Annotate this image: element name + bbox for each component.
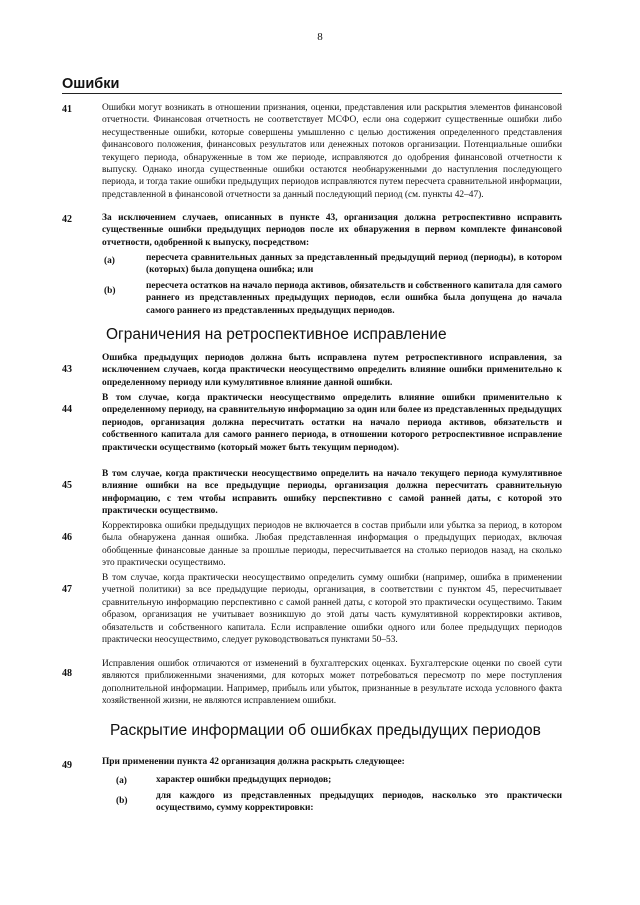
paragraph-number-44: 44 xyxy=(62,404,72,415)
paragraph-48: Исправления ошибок отличаются от изменений в бухгалтерских оценках. Бухгалтерские оценки по своей сути являются приближенными значениями, для которых может потребоваться пересмотр по мере поступления дополнительной информации. Например, прибыль или убыток, признанные в результате исхода условного факта хозяйственной жизни, не являются исправлением ошибки. xyxy=(102,659,562,707)
paragraph-47: В том случае, когда практически неосуществимо определить сумму ошибки (например, ошибка в применении учетной политики) за все предыдущие периоды, организация, в соответствии с пунктом 45, пересчитывает сравнительную информацию перспективно с самой ранней даты, с которой это практически осуществимо. Таким образом, организация не учитывает возникшую до этой даты часть кумулятивной корректировки активов, обязательств и собственного капитала. Если исправление ошибки одного или более предыдущих периодов практически неосуществимо, следует руководствоваться пунктами 50–53. xyxy=(102,573,562,646)
paragraph-number-45: 45 xyxy=(62,480,72,491)
item-49b: для каждого из представленных предыдущих периодов, насколько это практически осуществимо, сумму корректировки: xyxy=(156,791,562,814)
paragraph-number-42: 42 xyxy=(62,214,72,225)
item-label-49a: (a) xyxy=(116,776,127,786)
section-heading-errors: Ошибки xyxy=(62,76,562,94)
paragraph-43: Ошибка предыдущих периодов должна быть исправлена путем ретроспективного исправления, за исключением случаев, когда практически неосуществимо определить влияние ошибки применительно к определенному периоду или кумулятивное влияние данной ошибки. xyxy=(102,353,562,388)
item-label-42b: (b) xyxy=(104,286,116,296)
item-49a: характер ошибки предыдущих периодов; xyxy=(156,775,332,785)
item-label-49b: (b) xyxy=(116,796,128,806)
paragraph-number-46: 46 xyxy=(62,532,72,543)
paragraph-49: При применении пункта 42 организация должна раскрыть следующее: xyxy=(102,757,405,767)
paragraph-46: Корректировка ошибки предыдущих периодов не включается в состав прибыли или убытка за период, в котором была обнаружена данная ошибка. Любая представленная информация о предыдущих периодах, включая обобщенные финансовые данные за прошлые периоды, пересчитывается на столько периодов назад, на сколько это практически осуществимо. xyxy=(102,521,562,569)
paragraph-number-41: 41 xyxy=(62,104,72,115)
section-heading-restrictions: Ограничения на ретроспективное исправление xyxy=(106,326,447,343)
paragraph-45: В том случае, когда практически неосуществимо определить на начало текущего периода кумулятивное влияние ошибки на все предыдущие периоды, организация должна пересчитать сравнительную информацию, с тем чтобы исправить ошибку перспективно с самой ранней даты, с которой это практически осуществимо. xyxy=(102,469,562,517)
item-42b: пересчета остатков на начало периода активов, обязательств и собственного капитала для самого раннего из представленных предыдущих периодов, если ошибка была допущена до начала самого раннего из представленных предыдущих периодов. xyxy=(146,281,562,316)
item-42a: пересчета сравнительных данных за представленный предыдущий период (периоды), в котором (которых) была допущена ошибка; или xyxy=(146,253,562,276)
paragraph-number-48: 48 xyxy=(62,668,72,679)
page-number: 8 xyxy=(317,31,323,43)
item-label-42a: (a) xyxy=(104,256,115,266)
paragraph-41: Ошибки могут возникать в отношении признания, оценки, представления или раскрытия элементов финансовой отчетности. Финансовая отчетность не соответствует МСФО, если она содержит существенные ошибки либо несущественные ошибки, которые совершены умышленно с целью достижения определенного представления финансового положения, финансовых результатов или денежных потоков организации. Потенциальные ошибки текущего периода, обнаруженные в том же периоде, исправляются до одобрения финансовой отчетности к выпуску. Однако иногда существенные ошибки остаются необнаруженными до наступления последующего периода, и тогда такие ошибки предыдущих периодов исправляются путем пересчета сравнительной информации, представленной в финансовой отчетности за данный последующий период (см. пункты 42–47). xyxy=(102,103,562,200)
paragraph-42: За исключением случаев, описанных в пункте 43, организация должна ретроспективно исправить существенные ошибки предыдущих периодов после их обнаружения в первом комплекте финансовой отчетности, одобренной к выпуску, посредством: xyxy=(102,213,562,248)
paragraph-number-49: 49 xyxy=(62,760,72,771)
section-heading-disclosure: Раскрытие информации об ошибках предыдущих периодов xyxy=(110,722,541,739)
paragraph-number-43: 43 xyxy=(62,364,72,375)
paragraph-44: В том случае, когда практически неосуществимо определить влияние ошибки применительно к определенному периоду, на сравнительную информацию за один или более из представленных предыдущих периодов, организация должна пересчитать остатки на начало периода активов, обязательств и собственного капитала для самого раннего периода, в отношении которого ретроспективное исправление практически осуществимо (который может быть текущим периодом). xyxy=(102,393,562,453)
paragraph-number-47: 47 xyxy=(62,584,72,595)
